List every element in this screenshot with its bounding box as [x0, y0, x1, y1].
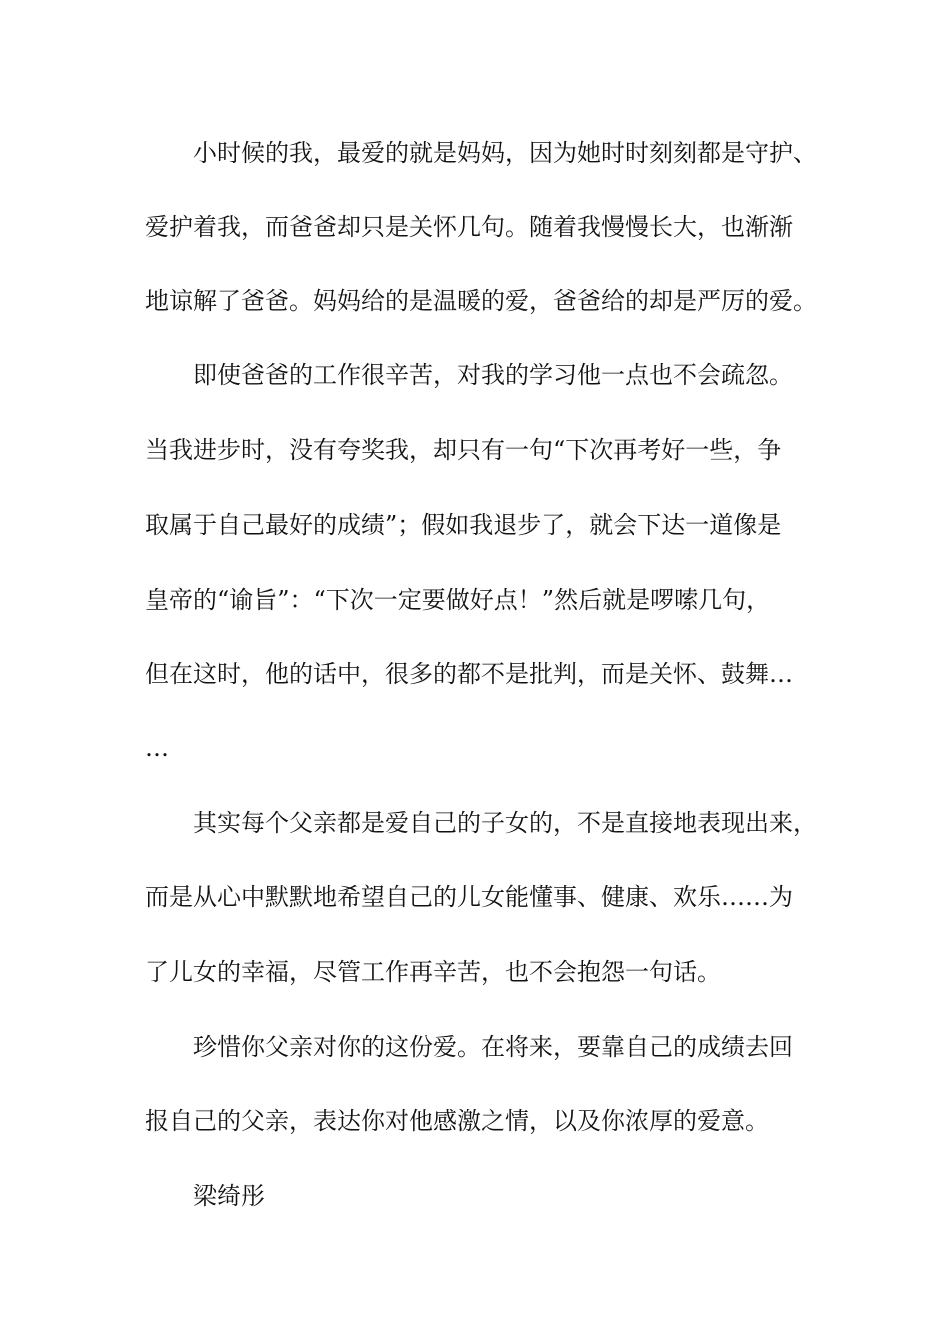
paragraph-2-line-3: 取属于自己最好的成绩”；假如我退步了，就会下达一道像是 [145, 511, 782, 539]
paragraph-3-line-1: 其实每个父亲都是爱自己的子女的，不是直接地表现出来， [193, 809, 817, 837]
paragraph-3-line-3: 了儿女的幸福，尽管工作再辛苦，也不会抱怨一句话。 [145, 958, 721, 986]
paragraph-2-line-6: … [145, 734, 169, 762]
paragraph-2-line-1: 即使爸爸的工作很辛苦，对我的学习他一点也不会疏忽。 [193, 361, 793, 389]
paragraph-2-line-5: 但在这时，他的话中，很多的都不是批判，而是关怀、鼓舞… [145, 660, 793, 688]
author-name: 梁绮彤 [193, 1182, 265, 1210]
paragraph-1-line-2: 爱护着我，而爸爸却只是关怀几句。随着我慢慢长大，也渐渐 [145, 213, 793, 241]
paragraph-2-line-2: 当我进步时，没有夸奖我，却只有一句“下次再考好一些，争 [145, 436, 782, 464]
paragraph-1-line-1: 小时候的我，最爱的就是妈妈，因为她时时刻刻都是守护、 [193, 139, 817, 167]
paragraph-4-line-1: 珍惜你父亲对你的这份爱。在将来，要靠自己的成绩去回 [193, 1033, 793, 1061]
paragraph-2-line-4: 皇帝的“谕旨”：“下次一定要做好点！”然后就是啰嗦几句， [145, 586, 771, 614]
paragraph-1-line-3: 地谅解了爸爸。妈妈给的是温暖的爱，爸爸给的却是严厉的爱。 [145, 287, 817, 315]
paragraph-4-line-2: 报自己的父亲，表达你对他感激之情，以及你浓厚的爱意。 [145, 1107, 769, 1135]
paragraph-3-line-2: 而是从心中默默地希望自己的儿女能懂事、健康、欢乐……为 [145, 883, 793, 911]
